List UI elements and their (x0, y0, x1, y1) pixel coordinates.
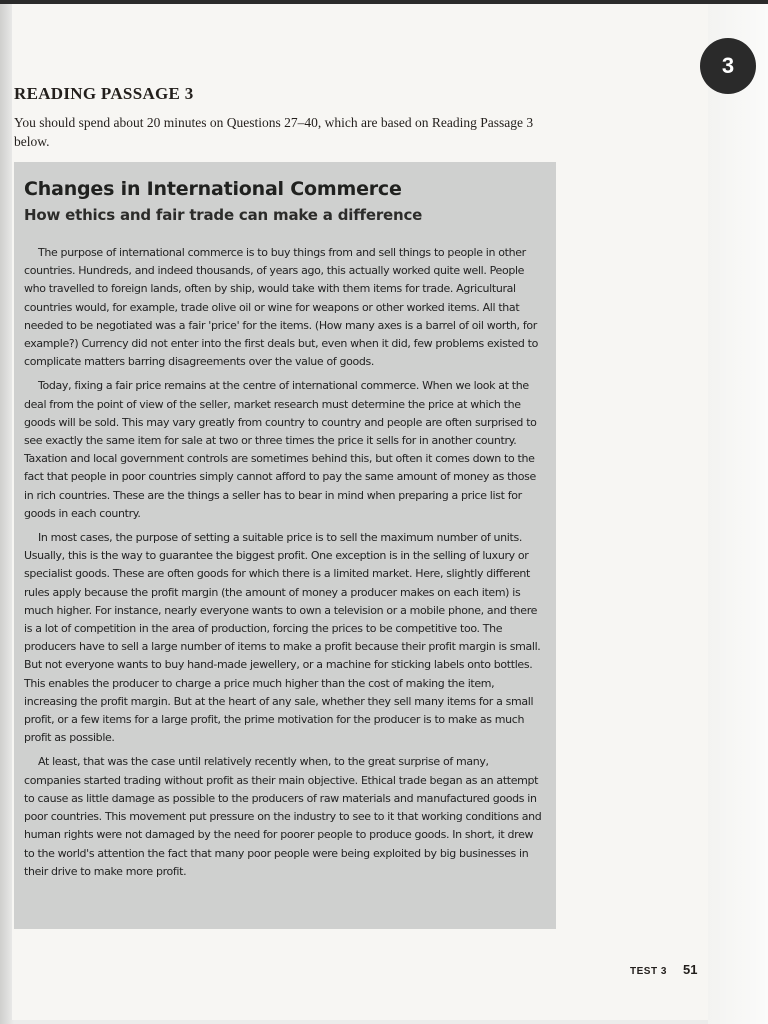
passage-title: Changes in International Commerce (24, 178, 402, 200)
footer-test-label: TEST 3 (630, 966, 667, 977)
test-number-badge: 3 (700, 38, 756, 94)
paragraph-3: In most cases, the purpose of setting a suitable price is to sell the maximum number of units. Usually, this is the way to guarantee the biggest profit. One exception is in the selling of luxury or specialist goods. These are often goods for which there is a limited market. Here, slightly different rules apply because the profit margin (the amount of money a producer makes on each item) is much higher. For instance, nearly everyone wants to own a television or a mobile phone, and there is a lot of competition in the area of production, forcing the prices to be competitive too. The producers have to sell a large number of items to make a profit because their profit margin is small. But not everyone wants to buy hand-made jewellery, or a machine for sticking labels onto bottles. This enables the producer to charge a price much higher than the cost of making the item, increasing the profit margin. But at the heart of any sale, whether they sell many items for a small profit, or a few items for a large profit, the prime motivation for the producer is to make as much profit as possible. (24, 531, 541, 745)
page-number: 51 (683, 962, 698, 977)
paragraph-2: Today, fixing a fair price remains at the centre of international commerce. When we look at the deal from the point of view of the seller, market research must determine the price at which the goods will be sold. This may vary greatly from country to country and people are often surprised to see exactly the same item for sale at two or three times the price it sells for in another country. Taxation and local government controls are sometimes behind this, but often it comes down to the fact that people in poor countries simply cannot afford to pay the same amount of money as those in rich countries. These are the things a seller has to bear in mind when preparing a price list for goods in each country. (24, 379, 537, 520)
section-instructions: You should spend about 20 minutes on Questions 27–40, which are based on Reading Passage 3 below. (14, 115, 534, 149)
passage-subtitle: How ethics and fair trade can make a difference (24, 206, 423, 224)
paragraph-4: At least, that was the case until relatively recently when, to the great surprise of many, companies started trading without profit as their main objective. Ethical trade began as an attempt to cause as little damage as possible to the producers of raw materials and manufactured goods in poor countries. This movement put pressure on the industry to see to it that working conditions and human rights were not damaged by the need for poorer people to produce goods. In short, it drew to the world's attention the fact that many poor people were being exploited by big businesses in their drive to make more profit. (24, 755, 542, 878)
page-margin (708, 0, 768, 1024)
paragraph-1: The purpose of international commerce is to buy things from and sell things to people in other countries. Hundreds, and indeed thousands, of years ago, this actually worked quite well. People who travelled to foreign lands, often by ship, would take with them items for trade. Agricultural countries would, for example, trade olive oil or wine for weapons or other worked items. All that needed to be negotiated was a fair 'price' for the items. (How many axes is a barrel of oil worth, for example?) Currency did not enter into the first deals but, even when it did, few problems existed to complicate matters barring disagreements over the value of goods. (24, 246, 538, 369)
reading-passage (14, 162, 556, 929)
section-heading: READING PASSAGE 3 (14, 84, 194, 103)
top-rule (0, 0, 768, 4)
